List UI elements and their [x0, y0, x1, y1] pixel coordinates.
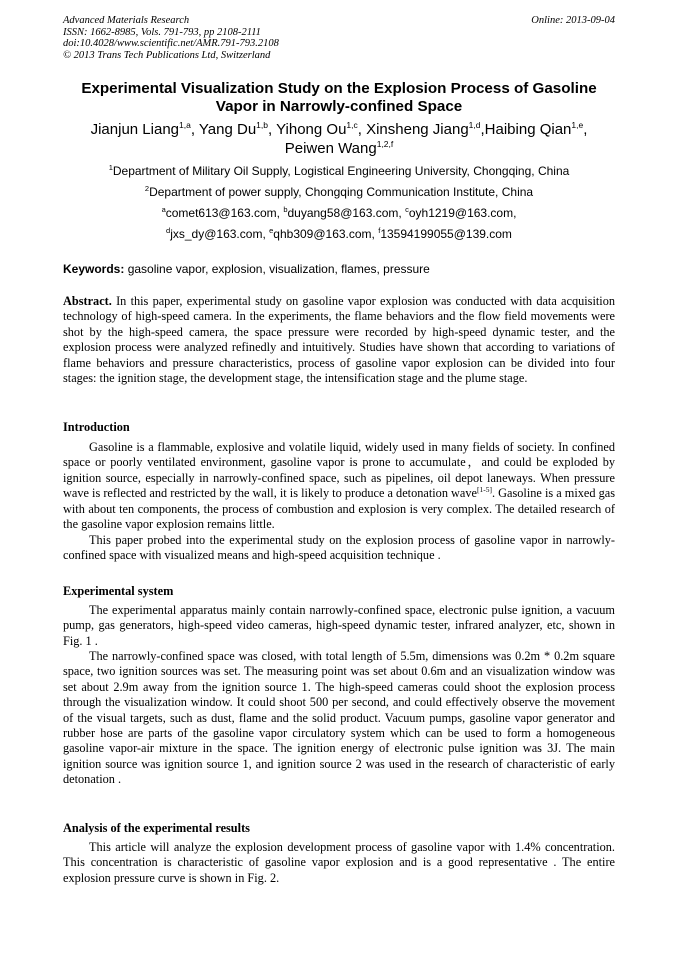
email-link[interactable]: jxs_dy@163.com: [170, 227, 263, 241]
email-sup: e: [269, 226, 274, 235]
author-affil-sup: 1,b: [256, 120, 268, 130]
author-name: Yang Du: [198, 121, 257, 138]
intro-text-b: . Gasoline is a mixed gas with about ten components, the process of combustion and explosion is very complex. The detailed research of the gasoline vapor explosion remains little.: [63, 486, 615, 532]
online-date: Online: 2013-09-04: [531, 15, 615, 26]
email-line-1: [63, 206, 615, 220]
email-link[interactable]: qhb309@163.com: [273, 227, 372, 241]
affiliation-text: Department of Military Oil Supply, Logistical Engineering University, Chongqing, China: [112, 164, 570, 178]
keywords-text: gasoline vapor, explosion, visualization, flames, pressure: [124, 262, 430, 276]
keywords-label: Keywords:: [63, 262, 125, 276]
email-sup: d: [166, 226, 171, 235]
author-affil-sup: 1,c: [346, 120, 358, 130]
email-separator: ,: [262, 227, 270, 241]
email-separator: ,: [276, 206, 284, 220]
journal-name: Advanced Materials Research: [63, 15, 190, 26]
copyright-line: © 2013 Trans Tech Publications Ltd, Switzerland: [63, 49, 271, 61]
author-affil-sup: 1,a: [179, 120, 191, 130]
email-link[interactable]: comet613@163.com: [165, 206, 277, 220]
author-name: Yihong Ou: [276, 121, 347, 138]
email-sup: f: [378, 226, 381, 235]
author-name: Jianjun Liang: [90, 121, 179, 138]
email-separator: ,: [371, 227, 379, 241]
section-heading-analysis: Analysis of the experimental results: [63, 821, 250, 835]
abstract-text: In this paper, experimental study on gasoline vapor explosion was conducted with data acquisition technology of high-speed camera. In the experiments, the flame behaviors and the flow field movements were shot by the high-speed camera, the space pressure were recorded by high-speed dynamic tester, and the explosion process were analyzed refinedly and intuitively. Studies have shown that according to variations of flame behaviors and pressure characteristics, process of gasoline vapor explosion can be divided into four stages: the ignition stage, the development stage, the intensification stage and the plume stage.: [63, 294, 615, 386]
author-name: Peiwen Wang: [284, 140, 377, 157]
author-list: [63, 120, 615, 158]
keywords: [63, 262, 615, 276]
email-separator: ,: [513, 206, 517, 220]
abstract-label: Abstract.: [63, 294, 112, 308]
section-heading-experimental-system: Experimental system: [63, 584, 174, 598]
author-separator: ,: [583, 121, 588, 138]
email-sup: c: [405, 205, 409, 214]
intro-text-a: Gasoline is a flammable, explosive and volatile liquid, widely used in many fields of society. In confined space or poorly ventilated environment, gasoline vapor is prone to accumulate，and could be exploded by ignition source, especially in narrowly-confined space, such as pipelines, oil depot laneways. When pressure wave is reflected and restricted by the wall, it is likely to produce a detonation wave: [63, 440, 615, 501]
affiliation-2: [63, 185, 615, 199]
citation-ref[interactable]: [1-5]: [477, 485, 492, 495]
author-separator: ,: [190, 121, 199, 138]
affiliation-text: Department of power supply, Chongqing Communication Institute, China: [149, 185, 534, 199]
experimental-paragraph-2: The narrowly-confined space was closed, with total length of 5.5m, dimensions was 0.2m * 0.2m square space, two ignition sources was set. The measuring point was set about 0.6m and an visualization window was set about 2.9m away from the ignition source 1. The high-speed cameras could shoot the explosion process through the visualization window. It could shoot 500 per second, and could effectively observe the movement of the visual targets, such as dust, flame and the solid product. Vacuum pumps, gasoline vapor generator and rubber hose are parts of the gasoline vapor circulatory system which can be used to form a homogeneous gasoline vapor-air mixture in the space. The ignition energy of electronic pulse ignition was 3J. The main ignition source was ignition source 1, and ignition source 2 was used in the research of characteristic of early detonation .: [63, 649, 615, 787]
author-affil-sup: 1,e: [571, 120, 584, 130]
author-separator: ,: [268, 121, 277, 138]
intro-paragraph-1: [63, 440, 615, 532]
intro-paragraph-2: This paper probed into the experimental study on the explosion process of gasoline vapor in narrowly-confined space with visualized means and high-speed acquisition technique .: [63, 533, 615, 563]
abstract: [63, 294, 615, 386]
doi-line[interactable]: doi:10.4028/www.scientific.net/AMR.791-793.2108: [63, 38, 279, 49]
author-separator: ,: [480, 121, 485, 138]
author-affil-sup: 1,d: [468, 120, 481, 130]
section-heading-introduction: Introduction: [63, 420, 130, 434]
author-name: Xinsheng Jiang: [366, 121, 469, 138]
email-line-2: [63, 227, 615, 241]
author-separator: ,: [357, 121, 367, 138]
author-name: Haibing Qian: [484, 121, 572, 138]
email-separator: ,: [398, 206, 406, 220]
affiliation-sup: 2: [144, 184, 150, 193]
email-link[interactable]: duyang58@163.com: [287, 206, 399, 220]
analysis-paragraph-1: This article will analyze the explosion development process of gasoline vapor with 1.4% concentration. This concentration is characteristic of gasoline vapor explosion and is a good representative . The entire explosion pressure curve is shown in Fig. 2.: [63, 840, 615, 885]
paper-title: Experimental Visualization Study on the Explosion Process of Gasoline Vapor in Narrowly-confined Space: [81, 80, 597, 115]
affiliation-1: [63, 164, 615, 178]
issn-line: ISSN: 1662-8985, Vols. 791-793, pp 2108-2111: [63, 26, 261, 38]
experimental-paragraph-1: The experimental apparatus mainly contain narrowly-confined space, electronic pulse ignition, a vacuum pump, gas generators, high-speed video cameras, high-speed dynamic tester, infrared analyzer, etc, shown in Fig. 1 .: [63, 603, 615, 648]
email-sup: a: [161, 205, 166, 214]
author-affil-sup: 1,2,f: [376, 139, 394, 149]
email-link[interactable]: oyh1219@163.com: [408, 206, 514, 220]
email-sup: b: [283, 205, 288, 214]
email-link[interactable]: 13594199055@139.com: [380, 227, 512, 241]
journal-header: [63, 15, 615, 61]
affiliation-sup: 1: [108, 163, 113, 172]
